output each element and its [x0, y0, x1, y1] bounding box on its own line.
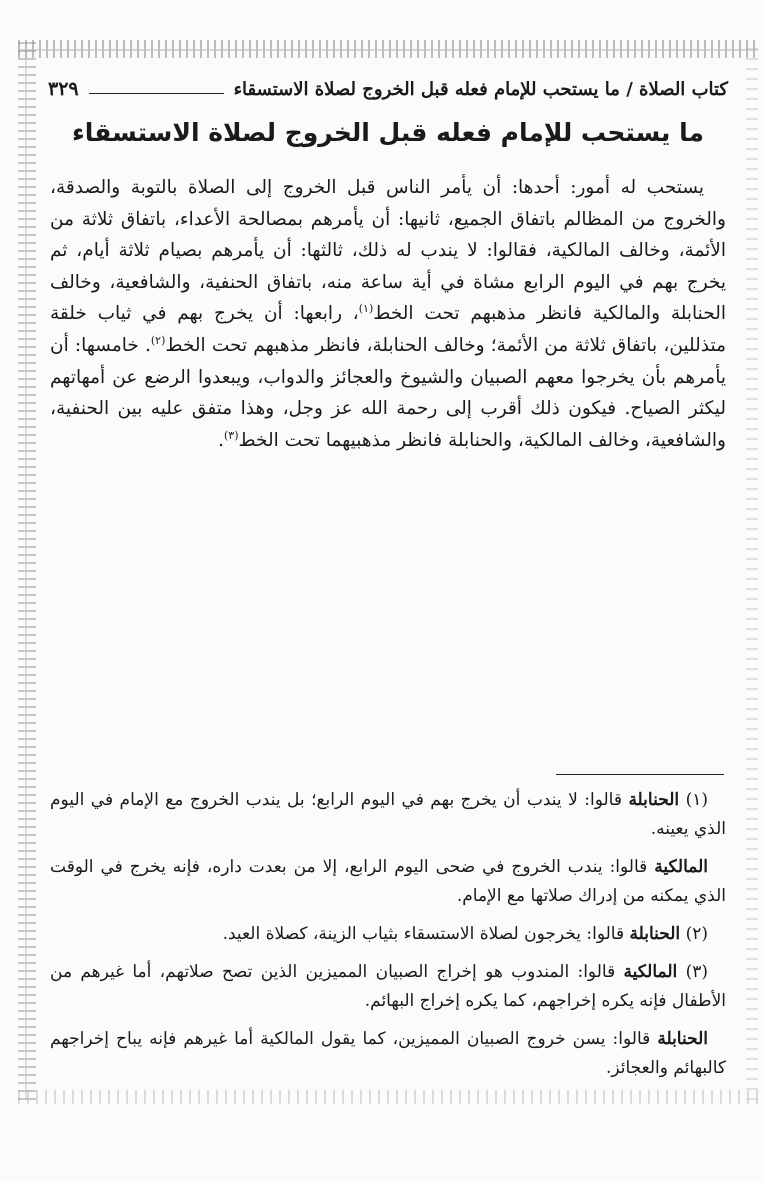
footnote-3b-text: قالوا: يسن خروج الصبيان المميزين، كما يقول المالكية أما غيرهم فإنه يباح إخراجهم كالبهائم والعجائز.	[50, 1029, 726, 1078]
footnote-1-text: قالوا: لا يندب أن يخرج بهم في اليوم الرابع؛ بل يندب الخروج مع الإمام في اليوم الذي يعينه.	[50, 790, 726, 839]
footnote-3-school: المالكية	[623, 962, 678, 982]
footnote-ref-3: (٣)	[223, 428, 239, 442]
footnote-1b-school: المالكية	[654, 857, 708, 877]
body-part-4: .	[218, 429, 224, 451]
footnote-3-number: (٣)	[685, 962, 709, 982]
main-text	[50, 172, 726, 456]
footnote-3	[50, 958, 726, 1016]
footnote-3b	[50, 1025, 726, 1083]
footnote-3-text: قالوا: المندوب هو إخراج الصبيان المميزين الذين تصح صلاتهم، أما غيرهم من الأطفال فإنه يكره إخراجهم، كما يكره إخراج البهائم.	[50, 962, 726, 1011]
ornamental-border-top	[18, 40, 758, 58]
footnote-2	[50, 920, 726, 949]
body-part-1: يستحب له أمور: أحدها: أن يأمر الناس قبل الخروج إلى الصلاة بالتوبة والصدقة، والخروج من المظالم باتفاق الجميع، ثانيها: أن يأمرهم بمصالحة الأعداء، باتفاق ثلاثة من الأئمة، وخالف المالكية، فقالوا: لا يندب له ذلك، ثالثها: أن يأمرهم بصيام ثلاثة أيام، ثم يخرج بهم في اليوم الرابع مشاة في أية ساعة منه، باتفاق الحنفية، والشافعية، وخالف الحنابلة والمالكية فانظر مذهبهم تحت الخط	[50, 177, 726, 325]
footnote-ref-2: (٢)	[150, 333, 166, 347]
footnote-1b	[50, 853, 726, 911]
running-header	[48, 72, 728, 106]
page-number: ٣٢٩	[48, 78, 79, 100]
body-part-3: . خامسها: أن يأمرهم بأن يخرجوا معهم الصبيان والشيوخ والعجائز والدواب، ويبعدوا الرضع عن أمهاتهم ليكثر الصياح. فيكون ذلك أقرب إلى رحمة الله عز وجل، وهذا متفق عليه بين الحنفية، والشافعية، وخالف المالكية، والحنابلة فانظر مذهبيهما تحت الخط	[50, 334, 726, 451]
footnote-2-school: الحنابلة	[629, 924, 681, 944]
footnote-separator	[556, 774, 724, 775]
header-rule	[89, 93, 224, 94]
footnote-ref-1: (١)	[358, 302, 374, 316]
ornamental-border-bottom	[18, 1090, 758, 1104]
body-part-2: ، رابعها: أن يخرج بهم في ثياب خلقة متذللين، باتفاق ثلاثة من الأئمة؛ وخالف الحنابلة، فانظر مذهبهم تحت الخط	[50, 303, 726, 356]
ornamental-border-right	[746, 40, 758, 1100]
main-paragraph	[50, 172, 726, 456]
footnote-1	[50, 786, 726, 844]
chapter-title: ما يستحب للإمام فعله قبل الخروج لصلاة الاستسقاء	[71, 118, 705, 147]
running-title: كتاب الصلاة / ما يستحب للإمام فعله قبل الخروج لصلاة الاستسقاء	[233, 78, 728, 100]
footnote-1-school: الحنابلة	[628, 790, 680, 810]
footnote-1-number: (١)	[685, 790, 708, 810]
footnote-2-text: قالوا: يخرجون لصلاة الاستسقاء بثياب الزينة، كصلاة العيد.	[222, 924, 625, 944]
ornamental-border-left	[18, 40, 36, 1100]
footnote-3b-school: الحنابلة	[657, 1029, 708, 1049]
footnote-2-number: (٢)	[685, 924, 708, 944]
footnotes	[50, 786, 726, 1092]
footnote-1b-text: قالوا: يندب الخروج في ضحى اليوم الرابع، إلا من بعدت داره، فإنه يخرج في الوقت الذي يمكنه من إدراك صلاتها مع الإمام.	[50, 857, 726, 906]
